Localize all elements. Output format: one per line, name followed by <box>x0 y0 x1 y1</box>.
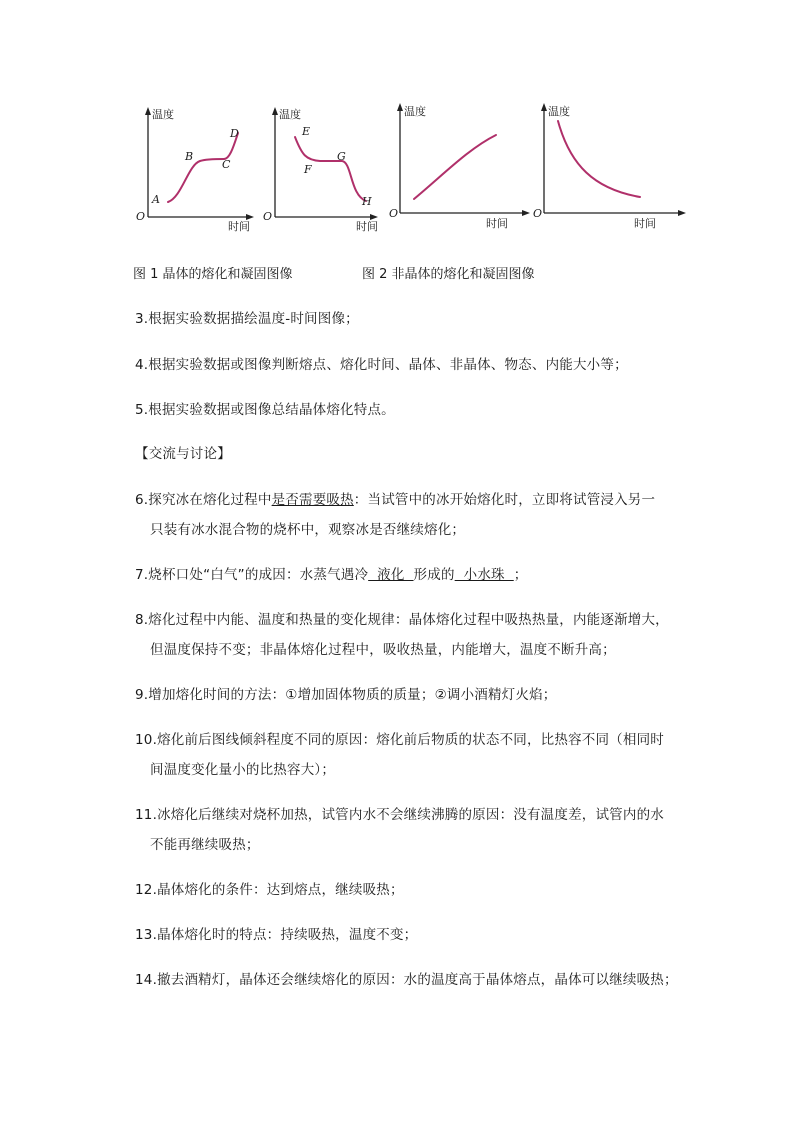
item-7-blank-1: 液化 <box>368 567 414 583</box>
item-6-line-2: 只装有冰水混合物的烧杯中，观察冰是否继续熔化； <box>150 522 466 538</box>
figure-row <box>130 105 690 240</box>
caption-figure-1: 图 1 晶体的熔化和凝固图像 <box>133 267 293 282</box>
y-axis-arrow <box>272 107 278 115</box>
point-c-label: C <box>222 158 231 171</box>
item-7-blank-2: 小水珠 <box>454 567 514 583</box>
noncrystal-freezing-curve <box>558 121 640 197</box>
y-axis-label: 温度 <box>404 105 426 118</box>
noncrystal-freezing-graph <box>534 105 689 235</box>
item-11-line-1: 11.冰熔化后继续对烧杯加热，试管内水不会继续沸腾的原因：没有温度差，试管内的水 <box>135 807 664 823</box>
caption-figure-2: 图 2 非晶体的熔化和凝固图像 <box>362 267 535 282</box>
item-9: 9.增加熔化时间的方法：①增加固体物质的质量；②调小酒精灯火焰； <box>135 687 557 703</box>
origin-label: O <box>389 207 399 220</box>
point-f-label: F <box>304 163 312 176</box>
item-7 <box>135 563 527 583</box>
item-11-line-2: 不能再继续吸热； <box>150 837 260 853</box>
x-axis-label: 时间 <box>634 217 656 230</box>
x-axis-label: 时间 <box>486 217 508 230</box>
item-3: 3.根据实验数据描绘温度-时间图像； <box>135 311 359 327</box>
noncrystal-melting-graph <box>388 105 533 235</box>
y-axis-arrow <box>145 107 151 115</box>
item-6-line-1 <box>135 488 655 508</box>
item-8-line-1: 8.熔化过程中内能、温度和热量的变化规律：晶体熔化过程中吸热热量，内能逐渐增大， <box>135 612 669 628</box>
item-4: 4.根据实验数据或图像判断熔点、熔化时间、晶体、非晶体、物态、内能大小等； <box>135 357 628 373</box>
point-g-label: G <box>337 150 346 163</box>
item-12: 12.晶体熔化的条件：达到熔点，继续吸热； <box>135 882 404 898</box>
point-e-label: E <box>302 125 311 138</box>
point-h-label: H <box>362 195 372 208</box>
point-a-label: A <box>152 193 160 206</box>
y-axis-label: 温度 <box>548 105 570 118</box>
crystal-melting-graph <box>130 105 255 235</box>
item-6-suffix: ：当试管中的冰开始熔化时，立即将试管浸入另一 <box>353 492 656 508</box>
point-d-label: D <box>230 127 239 140</box>
x-axis-arrow <box>678 210 686 216</box>
crystal-freezing-graph <box>260 105 380 235</box>
section-heading: 【交流与讨论】 <box>135 446 231 462</box>
origin-label: O <box>263 210 273 223</box>
item-7-suffix: ； <box>513 567 528 583</box>
item-6-prefix: 6.探究冰在熔化过程中 <box>135 492 272 508</box>
item-13: 13.晶体熔化时的特点：持续吸热，温度不变； <box>135 927 418 943</box>
item-14: 14.撤去酒精灯，晶体还会继续熔化的原因：水的温度高于晶体熔点，晶体可以继续吸热； <box>135 972 678 988</box>
origin-label: O <box>533 207 543 220</box>
x-axis-label: 时间 <box>228 220 250 233</box>
origin-label: O <box>136 210 146 223</box>
y-axis-arrow <box>541 103 547 111</box>
noncrystal-melting-curve <box>414 135 496 199</box>
point-b-label: B <box>185 150 194 163</box>
x-axis-arrow <box>522 210 530 216</box>
y-axis-label: 温度 <box>279 108 301 121</box>
item-10-line-2: 间温度变化量小的比热容大）； <box>150 762 336 778</box>
y-axis-label: 温度 <box>152 108 174 121</box>
item-6-underlined: 是否需要吸热 <box>271 492 354 508</box>
item-8-line-2: 但温度保持不变；非晶体熔化过程中，吸收热量，内能增大，温度不断升高； <box>150 642 616 658</box>
item-7-prefix: 7.烧杯口处“白气”的成因：水蒸气遇冷 <box>135 567 369 583</box>
y-axis-arrow <box>397 103 403 111</box>
x-axis-label: 时间 <box>356 220 378 233</box>
item-7-middle: 形成的 <box>413 567 455 583</box>
item-5: 5.根据实验数据或图像总结晶体熔化特点。 <box>135 402 395 418</box>
item-10-line-1: 10.熔化前后图线倾斜程度不同的原因：熔化前后物质的状态不同，比热容不同（相同时 <box>135 732 664 748</box>
